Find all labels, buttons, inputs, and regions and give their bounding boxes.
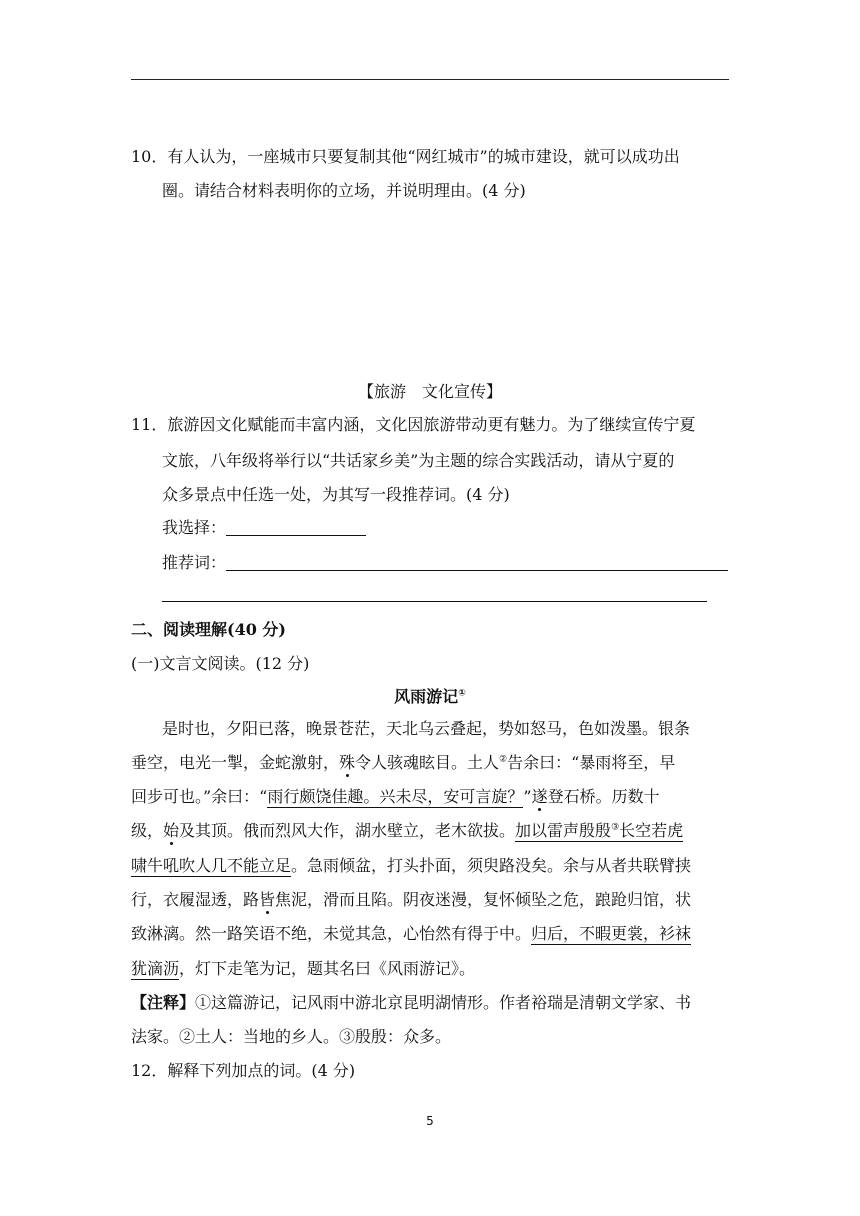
recommend-answer-blank-1[interactable] [226, 554, 728, 571]
q10-line-1: 10．有人认为，一座城市只要复制其他“网红城市”的城市建设，就可以成功出 [131, 147, 680, 166]
page-number: 5 [426, 1114, 434, 1128]
section-tag: 【旅游 文化宣传】 [357, 382, 502, 401]
header-rule [131, 79, 729, 80]
q11-line-1: 11．旅游因文化赋能而丰富内涵，文化因旅游带动更有魅力。为了继续宣传宁夏 [131, 415, 696, 434]
part2-heading: 二、阅读理解(40 分) [131, 620, 286, 639]
text-run: 。急雨倾盆，打头扑面，须臾路没矣。余与从者共联臂挟 [291, 856, 692, 875]
recommend-answer-blank-2[interactable] [162, 601, 707, 602]
q12-line: 12．解释下列加点的词。(4 分) [131, 1061, 356, 1080]
essay-line-8 [131, 958, 475, 980]
essay-line-7 [131, 923, 691, 945]
text-run: 致淋漓。然一路笑语不绝，未觉其急，心怡然有得于中。 [131, 924, 532, 943]
essay-title [0, 686, 860, 708]
underlined-sentence-2b: 啸牛吼吹人几不能立足 [131, 856, 292, 875]
q11-recommend-row [162, 552, 728, 574]
dotted-word-shi: 始 [163, 821, 180, 840]
underlined-sentence-3a: 归后，不暇更裳，衫袜 [531, 924, 692, 943]
underlined-sentence-2a [515, 821, 683, 842]
recommend-label: 推荐词： [162, 553, 227, 572]
notes-line-1 [131, 992, 691, 1014]
essay-line-6 [131, 889, 691, 911]
dotted-word-shu: 殊 [339, 753, 356, 772]
dotted-word-sui: 遂 [531, 787, 548, 806]
q10-line-2: 圈。请结合材料表明你的立场，并说明理由。(4 分) [162, 181, 526, 200]
text-run: 行，衣履湿透，路 [131, 890, 260, 909]
text-run: ①这篇游记，记风雨中游北京昆明湖情形。作者裕瑞是清朝文学家、书 [195, 993, 692, 1012]
underlined-sentence-3b: 犹滴沥 [131, 959, 180, 978]
text-run: ” [523, 787, 532, 806]
q11-line-3: 众多景点中任选一处，为其写一段推荐词。(4 分) [162, 485, 510, 504]
text-run: 回步可也。”余曰：“ [131, 787, 268, 806]
q11-line-2: 文旅，八年级将举行以“共话家乡美”为主题的综合实践活动，请从宁夏的 [162, 451, 675, 470]
underlined-sentence-1: 雨行颇饶佳趣。兴未尽，安可言旋？ [267, 787, 524, 806]
text-run: 登石桥。历数十 [547, 787, 660, 806]
text-run: 加以雷声殷殷 [515, 821, 612, 840]
sub1-heading: (一)文言文阅读。(12 分) [131, 654, 310, 673]
text-run: 级， [131, 821, 164, 840]
footnote-mark-2: ② [499, 754, 508, 765]
essay-title-text: 风雨游记 [394, 687, 459, 706]
essay-line-5 [131, 855, 691, 877]
text-run: 及其顶。俄而烈风大作，湖水壁立，老木欲拔。 [179, 821, 516, 840]
essay-line-3 [131, 786, 660, 808]
dotted-word-jie: 皆 [259, 890, 276, 909]
essay-line-1: 是时也，夕阳已落，晚景苍茫，天北乌云叠起，势如怒马，色如泼墨。银条 [162, 719, 691, 738]
essay-line-4 [131, 820, 683, 842]
text-run: 垂空，电光一掣，金蛇激射， [131, 753, 340, 772]
q11-choose-row [162, 517, 366, 539]
text-run: ，灯下走笔为记，题其名曰《风雨游记》。 [179, 959, 476, 978]
text-run: 长空若虎 [619, 821, 684, 840]
footnote-mark-1: ① [458, 688, 466, 699]
notes-line-2: 法家。②土人：当地的乡人。③殷殷：众多。 [131, 1027, 452, 1046]
notes-label: 【注释】 [131, 993, 196, 1012]
choose-label: 我选择： [162, 518, 227, 537]
text-run: 令人骇魂眩目。土人 [355, 753, 500, 772]
text-run: 告余曰：“暴雨将至，早 [507, 753, 676, 772]
footnote-mark-3: ③ [611, 822, 620, 833]
choose-answer-blank[interactable] [226, 519, 366, 536]
essay-line-2 [131, 752, 675, 774]
text-run: 焦泥，滑而且陷。阴夜迷漫，复怀倾坠之危，踉跄归馆，状 [275, 890, 692, 909]
